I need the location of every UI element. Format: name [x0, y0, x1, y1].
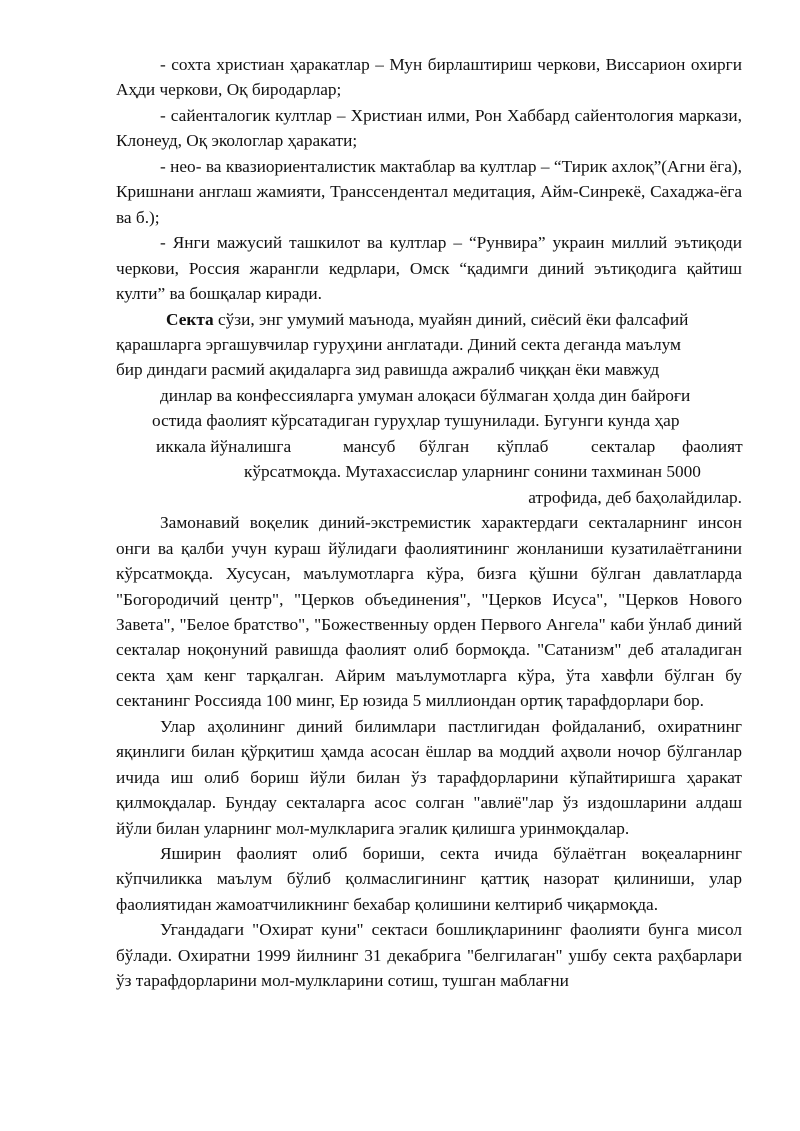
- list-item: - нео- ва квазиориенталистик мактаблар ва култлар – “Тирик ахлоқ”(Агни ёга), Кришнани англаш жамияти, Транссендентал медитация, Айм-Синрекё, Сахаджа-ёга ва б.);: [116, 156, 742, 227]
- sekta-line-7: кўрсатмоқда. Мутахассислар уларнинг сонини тахминан 5000: [244, 462, 701, 482]
- sekta-word: фаолият: [682, 436, 743, 456]
- sekta-definition: [116, 307, 742, 511]
- sekta-line-3: бир диндаги расмий ақидаларга зид равишда ажралиб чиққан ёки мавжуд: [116, 360, 660, 380]
- sekta-line-1: Секта сўзи, энг умумий маънода, муайян диний, сиёсий ёки фалсафий: [166, 309, 689, 329]
- sekta-line-5: остида фаолият кўрсатадиган гуруҳлар тушунилади. Бугунги кунда ҳар: [152, 411, 680, 431]
- sekta-word: бўлган: [419, 436, 470, 456]
- paragraph: Замонавий воқелик диний-экстремистик характердаги секталарнинг инсон онги ва қалби учун кураш йўлидаги фаолиятининг жонланиши кузатилаётганини кўрсатмоқда. Хусусан, маълумотларга кўра, бизга қўшни бўлган давлатларда "Богородичий центр", "Церков объединения", "Церков Исуса", "Церков Нового Завета", "Белое братство", "Божественныу орден Первого Ангела" каби ўнлаб диний секталар ноқонуний равишда фаолият олиб бормоқда. "Сатанизм" деб аталадиган секта ҳам кенг тарқалган. Айрим маълумотларга кўра, ўта хавфли бўлган бу сектанинг Россияда 100 минг, Ер юзида 5 миллиондан ортиқ тарафдорлари бор.: [116, 513, 742, 711]
- sekta-word: кўплаб: [497, 436, 549, 456]
- paragraph: Яширин фаолият олиб бориши, секта ичида бўлаётган воқеаларнинг кўпчиликка маълум бўлиб қолмаслигининг қаттиқ назорат қилиниши, улар фаолиятидан жамоатчиликнинг бехабар қолишини келтириб чиқармоқда.: [116, 844, 742, 914]
- paragraph: Улар аҳолининг диний билимлари пастлигидан фойдаланиб, охиратнинг яқинлиги билан қўрқитиш ҳамда асосан ёшлар ва моддий аҳволи ночор бўлганлар ичида иш олиб бориш йўли билан ўз тарафдорларини кўпайтиришга ҳаракат қилмоқдалар. Бундау секталарга асос солган "авлиё"лар ўз издошларини алдаш йўли билан уларнинг мол-мулкларига эгалик қилишга уринмоқдалар.: [116, 716, 742, 838]
- sekta-line-4: динлар ва конфессияларга умуман алоқаси бўлмаган ҳолда дин байроғи: [160, 385, 691, 405]
- sekta-line-6: [116, 434, 742, 459]
- sekta-line-2: қарашларга эргашувчилар гуруҳини англатади. Диний секта деганда маълум: [116, 334, 681, 354]
- sekta-word: мансуб: [343, 436, 396, 456]
- paragraph: Угандадаги "Охират куни" сектаси бошлиқларининг фаолияти бунга мисол бўлади. Охиратни 1999 йилнинг 31 декабрига "белгилаган" ушбу секта раҳбарлари ўз тарафдорларини мол-мулкларини сотиш, тушган маблағни: [116, 920, 742, 991]
- sekta-word: иккала йўналишга: [156, 436, 292, 456]
- sekta-term: Секта: [166, 309, 214, 329]
- list-item: - сохта христиан ҳаракатлар – Мун бирлаштириш черкови, Виссарион охирги Аҳди черкови, Оқ биродарлар;: [116, 55, 742, 100]
- list-item: - сайенталогик култлар – Христиан илми, Рон Хаббард сайентология маркази, Клонеуд, Оқ экологлар ҳаракати;: [116, 105, 742, 151]
- list-item: - Янги мажусий ташкилот ва култлар – “Рунвира” украин миллий эътиқоди черкови, Россия жарангли кедрлари, Омск “қадимги диний эътиқодига қайтиш култи” ва бошқалар киради.: [116, 233, 742, 304]
- sekta-word: секталар: [591, 436, 656, 456]
- text-column: [116, 52, 742, 994]
- sekta-line-8: атрофида, деб баҳолайдилар.: [528, 487, 742, 507]
